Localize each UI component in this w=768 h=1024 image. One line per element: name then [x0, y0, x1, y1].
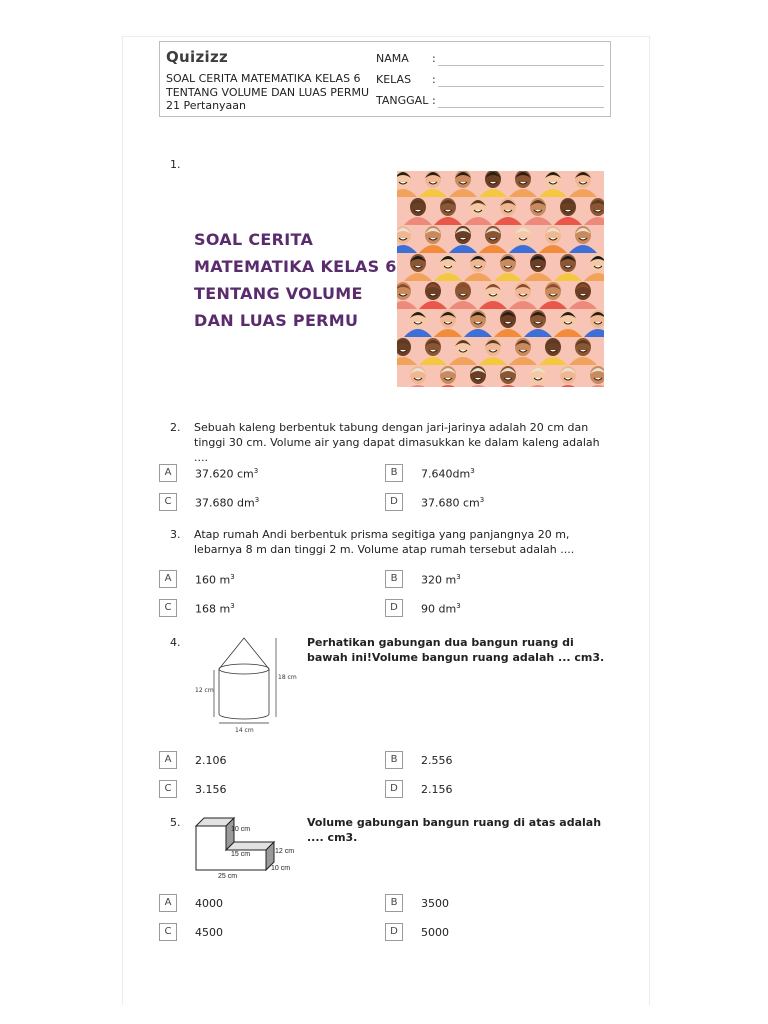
cover-line-3: TENTANG VOLUME [194, 284, 363, 303]
option-value: 2.556 [421, 754, 453, 767]
crowd-svg [397, 171, 604, 387]
option-value: 320 $m^3$ [421, 573, 461, 587]
q2-number: 2. [170, 421, 181, 434]
q4-option-b[interactable] [385, 751, 585, 771]
q4-text: Perhatikan gabungan dua bangun ruang di bawah ini!Volume bangun ruang adalah ... cm3. [307, 636, 605, 664]
name-colon: : [432, 52, 436, 65]
cover-title [194, 226, 397, 334]
class-line [438, 86, 604, 87]
date-field[interactable] [376, 94, 608, 115]
date-label: TANGGAL [376, 94, 429, 107]
option-letter: C [159, 493, 177, 511]
option-letter: C [159, 923, 177, 941]
q3-option-d[interactable] [385, 599, 585, 619]
option-value: 37.620 $cm^3$ [195, 467, 259, 481]
option-letter: D [385, 923, 403, 941]
option-value: 37.680 $dm^3$ [195, 496, 260, 510]
q3-option-c[interactable] [159, 599, 359, 619]
class-colon: : [432, 73, 436, 86]
option-value: 168 $m^3$ [195, 602, 235, 616]
name-label: NAMA [376, 52, 409, 65]
q3-text: Atap rumah Andi berbentuk prisma segitiga yang panjangnya 20 m, lebarnya 8 m dan tinggi 2 m. Volume atap rumah tersebut adalah .... [194, 528, 575, 556]
option-letter: B [385, 894, 403, 912]
label-12cm: 12 cm [275, 848, 295, 855]
option-letter: D [385, 780, 403, 798]
q2-option-a[interactable] [159, 464, 359, 484]
cone-cylinder-diagram [192, 634, 302, 736]
option-value: 4000 [195, 897, 223, 910]
option-value: 160 $m^3$ [195, 573, 235, 587]
q4-number: 4. [170, 636, 181, 649]
option-letter: A [159, 894, 177, 912]
quiz-title-block [166, 72, 372, 113]
q2-option-b[interactable] [385, 464, 585, 484]
q5-option-c[interactable] [159, 923, 359, 943]
option-letter: B [385, 570, 403, 588]
label-18cm: 18 cm [278, 674, 297, 681]
label-25cm: 25 cm [218, 873, 238, 880]
quiz-title: SOAL CERITA MATEMATIKA KELAS 6 TENTANG VOLUME DAN LUAS PERMU [166, 72, 370, 99]
q5-option-a[interactable] [159, 894, 359, 914]
option-value: 3500 [421, 897, 449, 910]
q4-option-d[interactable] [385, 780, 585, 800]
label-10cm-right: 10 cm [271, 865, 291, 872]
cover-line-4: DAN LUAS PERMU [194, 311, 359, 330]
option-letter: A [159, 464, 177, 482]
crowd-illustration [397, 171, 604, 387]
q2-option-c[interactable] [159, 493, 359, 513]
q4-option-a[interactable] [159, 751, 359, 771]
question-count: 21 Pertanyaan [166, 99, 247, 112]
name-line [438, 65, 604, 66]
cylinder-top-ellipse [219, 664, 269, 674]
q5-option-d[interactable] [385, 923, 585, 943]
q3-number: 3. [170, 528, 181, 541]
option-letter: B [385, 751, 403, 769]
option-value: 5000 [421, 926, 449, 939]
class-field[interactable] [376, 73, 608, 94]
date-colon: : [432, 94, 436, 107]
cover-line-1: SOAL CERITA [194, 230, 314, 249]
q5-option-b[interactable] [385, 894, 585, 914]
q3-option-b[interactable] [385, 570, 585, 590]
q4-option-c[interactable] [159, 780, 359, 800]
name-field[interactable] [376, 52, 608, 73]
option-letter: C [159, 780, 177, 798]
option-letter: D [385, 599, 403, 617]
label-14cm: 14 cm [235, 727, 254, 734]
label-15cm: 15 cm [231, 851, 251, 858]
q1-number: 1. [170, 158, 181, 171]
label-10cm-top: 10 cm [231, 826, 251, 833]
student-fields [376, 52, 608, 115]
option-letter: B [385, 464, 403, 482]
cylinder-bottom-ellipse [219, 714, 269, 719]
q5-number: 5. [170, 816, 181, 829]
l-shape-diagram [192, 814, 298, 882]
option-value: 4500 [195, 926, 223, 939]
q2-option-d[interactable] [385, 493, 585, 513]
cover-line-2: MATEMATIKA KELAS 6 [194, 257, 397, 276]
label-12cm: 12 cm [195, 687, 214, 694]
option-value: 37.680 $cm^3$ [421, 496, 485, 510]
q3-option-a[interactable] [159, 570, 359, 590]
option-value: 3.156 [195, 783, 227, 796]
option-value: 2.156 [421, 783, 453, 796]
q2-text: Sebuah kaleng berbentuk tabung dengan jari-jarinya adalah 20 cm dan tinggi 30 cm. Volume air yang dapat dimasukkan ke dalam kaleng adalah .... [194, 421, 600, 464]
class-label: KELAS [376, 73, 412, 86]
q5-text: Volume gabungan bangun ruang di atas adalah .... cm3. [307, 816, 602, 844]
option-value: 2.106 [195, 754, 227, 767]
option-letter: D [385, 493, 403, 511]
option-value: 90 $dm^3$ [421, 602, 461, 616]
worksheet-header [159, 41, 611, 117]
date-line [438, 107, 604, 108]
quizizz-logo: Quizizz [166, 48, 229, 66]
option-letter: A [159, 751, 177, 769]
option-value: $7.640dm^3$ [421, 467, 475, 481]
option-letter: A [159, 570, 177, 588]
option-letter: C [159, 599, 177, 617]
